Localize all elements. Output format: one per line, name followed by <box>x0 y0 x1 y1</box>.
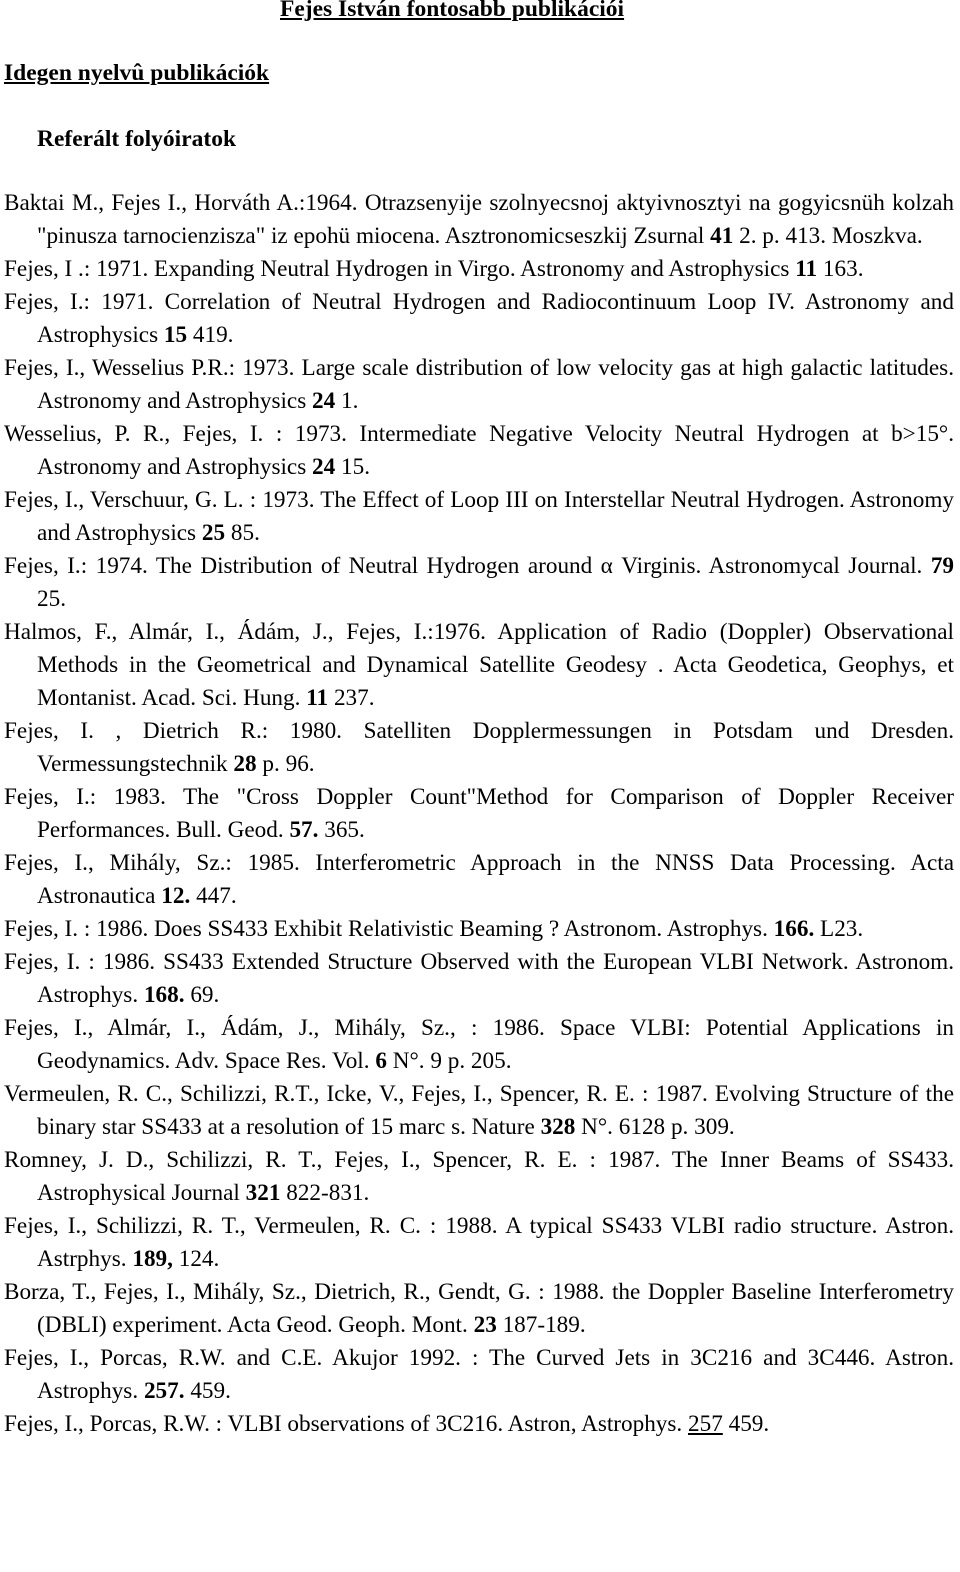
reference-text: 69. <box>184 982 220 1008</box>
volume-number: 11 <box>306 685 329 711</box>
publication-entry <box>4 187 954 253</box>
reference-text: Halmos, F., Almár, I., Ádám, J., Fejes, I.:1976. Application of Radio (Doppler) Observational Methods in the Geometrical and Dynamical Satellite Geodesy . Acta Geodetica, Geophys, et Montanist. Acad. Sci. Hung. <box>4 619 954 711</box>
reference-text: 2. p. 413. Moszkva. <box>733 223 923 249</box>
publication-entry <box>4 550 954 616</box>
publication-entry <box>4 1144 954 1210</box>
reference-text: 419. <box>187 322 234 348</box>
reference-text: Fejes, I., Mihály, Sz.: 1985. Interferometric Approach in the NNSS Data Processing. Acta Astronautica <box>4 850 954 909</box>
reference-text: L23. <box>814 916 864 942</box>
volume-number: 166. <box>773 916 815 942</box>
volume-number: 57. <box>289 817 319 843</box>
publication-entry <box>4 1276 954 1342</box>
publication-entry <box>4 616 954 715</box>
reference-text: 365. <box>318 817 365 843</box>
publication-entry <box>4 1078 954 1144</box>
section-heading-foreign-publications: Idegen nyelvû publikációk <box>4 60 270 86</box>
reference-text: 187-189. <box>496 1312 586 1338</box>
reference-text: 822-831. <box>280 1180 370 1206</box>
reference-text: Fejes, I.: 1974. The Distribution of Neutral Hydrogen around α Virginis. Astronomycal Journal. <box>4 553 931 579</box>
publication-entry <box>4 418 954 484</box>
publication-entry <box>4 352 954 418</box>
volume-number: 23 <box>473 1312 497 1338</box>
reference-text: Baktai M., Fejes I., Horváth A.:1964. Otrazsenyije szolnyecsnoj aktyivnosztyi na gogyicsnüh kolzah "pinusza tarnocienzisza" iz epohü miocena. Asztronomicseszkij Zsurnal <box>4 190 954 249</box>
reference-text: 124. <box>172 1246 220 1272</box>
publication-list <box>4 187 954 1441</box>
volume-number: 25 <box>201 520 226 546</box>
volume-number: 328 <box>540 1114 576 1140</box>
reference-text: Romney, J. D., Schilizzi, R. T., Fejes, I., Spencer, R. E. : 1987. The Inner Beams of SS433. Astrophysical Journal <box>4 1147 954 1206</box>
publication-entry <box>4 1210 954 1276</box>
reference-text: Fejes, I., Wesselius P.R.: 1973. Large scale distribution of low velocity gas at high galactic latitudes. Astronomy and Astrophysics <box>4 355 954 414</box>
reference-text: 25. <box>37 586 66 612</box>
reference-text: N°. 6128 p. 309. <box>575 1114 735 1140</box>
reference-text: 1. <box>335 388 359 414</box>
reference-text: 459. <box>184 1378 231 1404</box>
publication-entry <box>4 253 954 286</box>
reference-text: Fejes, I.: 1983. The "Cross Doppler Count"Method for Comparison of Doppler Receiver Performances. Bull. Geod. <box>4 784 954 843</box>
reference-text: 85. <box>225 520 260 546</box>
reference-text: Fejes, I., Porcas, R.W. : VLBI observations of 3C216. Astron, Astrophys. <box>4 1411 689 1437</box>
reference-text: Fejes, I. : 1986. Does SS433 Exhibit Relativistic Beaming ? Astronom. Astrophys. <box>4 916 774 942</box>
reference-text: Fejes, I.: 1971. Correlation of Neutral Hydrogen and Radiocontinuum Loop IV. Astronomy and Astrophysics <box>4 289 954 348</box>
reference-text: 15. <box>335 454 370 480</box>
publication-entry <box>4 1342 954 1408</box>
publication-entry <box>4 484 954 550</box>
volume-number: 24 <box>312 388 336 414</box>
volume-number: 257 <box>688 1411 723 1437</box>
reference-text: Fejes, I. : 1986. SS433 Extended Structure Observed with the European VLBI Network. Astronom. Astrophys. <box>4 949 954 1008</box>
reference-text: Vermeulen, R. C., Schilizzi, R.T., Icke, V., Fejes, I., Spencer, R. E. : 1987. Evolving Structure of the binary star SS433 at a resolution of 15 marc s. Nature <box>4 1081 954 1140</box>
publication-entry <box>4 1012 954 1078</box>
volume-number: 15 <box>163 322 188 348</box>
volume-number: 11 <box>795 256 818 282</box>
volume-number: 28 <box>233 751 257 777</box>
publication-entry <box>4 946 954 1012</box>
reference-text: N°. 9 p. 205. <box>386 1048 512 1074</box>
volume-number: 24 <box>312 454 336 480</box>
reference-text: Fejes, I., Almár, I., Ádám, J., Mihály, Sz., : 1986. Space VLBI: Potential Applications in Geodynamics. Adv. Space Res. Vol. <box>4 1015 954 1074</box>
reference-text: Fejes, I., Porcas, R.W. and C.E. Akujor 1992. : The Curved Jets in 3C216 and 3C446. Astron. Astrophys. <box>4 1345 954 1404</box>
reference-text: 447. <box>190 883 237 909</box>
publication-entry <box>4 781 954 847</box>
reference-text: Fejes, I., Verschuur, G. L. : 1973. The Effect of Loop III on Interstellar Neutral Hydrogen. Astronomy and Astrophysics <box>4 487 954 546</box>
volume-number: 257. <box>143 1378 185 1404</box>
reference-text: Fejes, I. , Dietrich R.: 1980. Satelliten Dopplermessungen in Potsdam und Dresden. Vermessungstechnik <box>4 718 954 777</box>
publication-entry <box>4 847 954 913</box>
publication-entry <box>4 286 954 352</box>
reference-text: 459. <box>722 1411 770 1437</box>
reference-text: Fejes, I .: 1971. Expanding Neutral Hydrogen in Virgo. Astronomy and Astrophysics <box>4 256 796 282</box>
volume-number: 321 <box>245 1180 281 1206</box>
reference-text: Fejes, I., Schilizzi, R. T., Vermeulen, R. C. : 1988. A typical SS433 VLBI radio structure. Astron. Astrphys. <box>4 1213 954 1272</box>
volume-number: 6 <box>375 1048 387 1074</box>
reference-text: p. 96. <box>256 751 315 777</box>
volume-number: 79 <box>930 553 954 579</box>
reference-text: Wesselius, P. R., Fejes, I. : 1973. Intermediate Negative Velocity Neutral Hydrogen at b>15°. Astronomy and Astrophysics <box>4 421 954 480</box>
publication-entry <box>4 715 954 781</box>
volume-number: 168. <box>143 982 185 1008</box>
volume-number: 41 <box>710 223 734 249</box>
publication-entry <box>4 1408 954 1441</box>
publication-entry <box>4 913 954 946</box>
reference-text: Borza, T., Fejes, I., Mihály, Sz., Dietrich, R., Gendt, G. : 1988. the Doppler Baseline Interferometry (DBLI) experiment. Acta Geod. Geoph. Mont. <box>4 1279 954 1338</box>
volume-number: 12. <box>161 883 191 909</box>
reference-text: 237. <box>328 685 375 711</box>
subsection-heading-refereed-journals: Referált folyóiratok <box>37 126 237 152</box>
volume-number: 189, <box>132 1246 173 1272</box>
page-title: Fejes István fontosabb publikációi <box>280 0 625 22</box>
reference-text: 163. <box>817 256 864 282</box>
